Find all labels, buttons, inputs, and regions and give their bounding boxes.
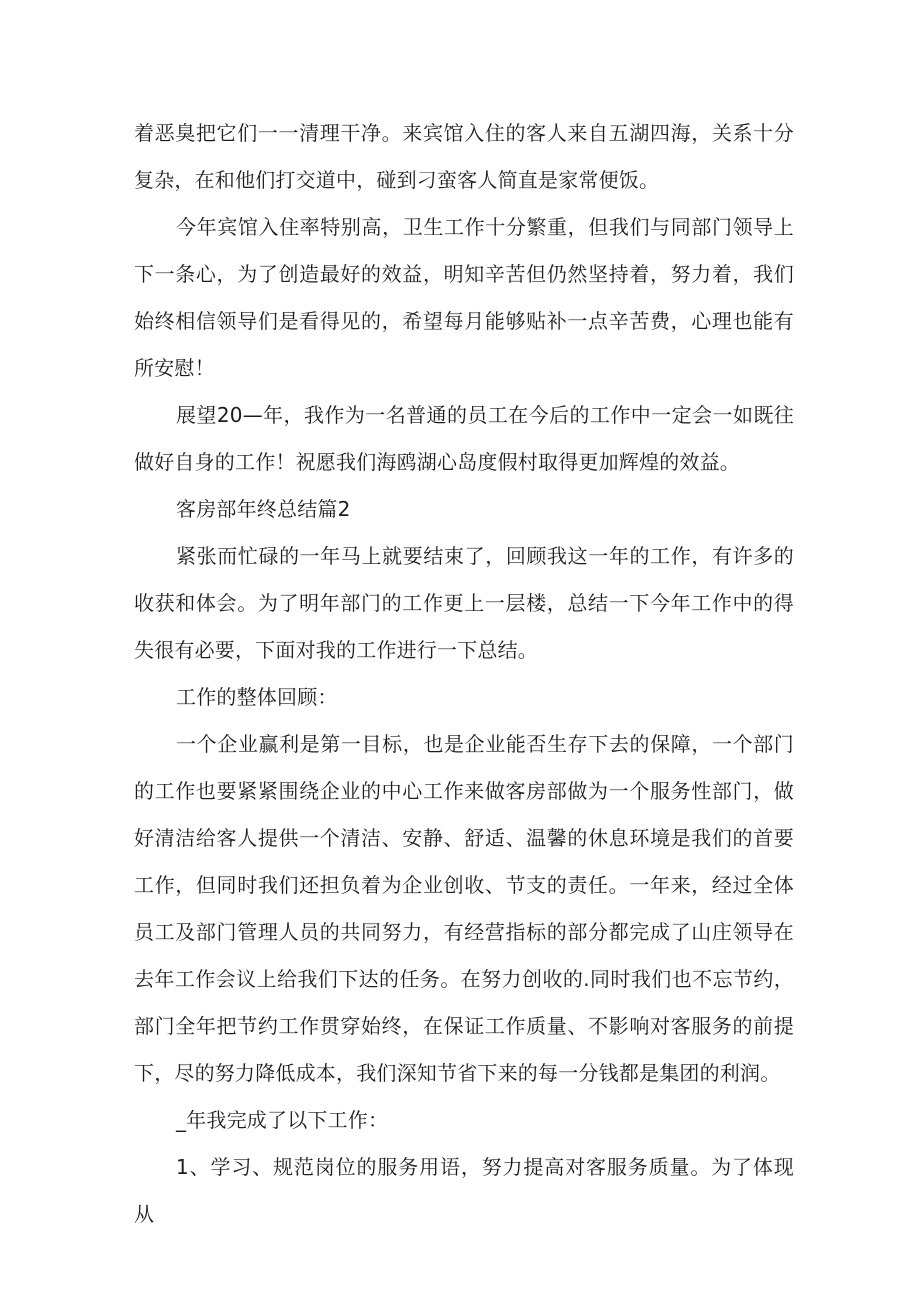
paragraph-2: 今年宾馆入住率特别高，卫生工作十分繁重，但我们与同部门领导上下一条心，为了创造最好的效益，明知辛苦但仍然坚持着，努力着，我们始终相信领导们是看得见的，希望每月能够贴补一点辛苦费，心理也能有所安慰！	[134, 215, 794, 380]
section-heading: 客房部年终总结篇2	[176, 497, 351, 521]
list-item-1: 1、学习、规范岗位的服务用语，努力提高对客服务质量。为了体现从	[134, 1155, 794, 1226]
subheading-work-completed: _年我完成了以下工作：	[176, 1108, 389, 1132]
document-body	[134, 110, 794, 1238]
subheading-overall-review: 工作的整体回顾：	[176, 685, 338, 709]
paragraph-1: 着恶臭把它们一一清理干净。来宾馆入住的客人来自五湖四海，关系十分复杂，在和他们打交道中，碰到刁蛮客人简直是家常便饭。	[134, 121, 794, 192]
paragraph-7: 一个企业赢利是第一目标，也是企业能否生存下去的保障，一个部门的工作也要紧紧围绕企业的中心工作来做客房部做为一个服务性部门，做好清洁给客人提供一个清洁、安静、舒适、温馨的休息环境是我们的首要工作，但同时我们还担负着为企业创收、节支的责任。一年来，经过全体员工及部门管理人员的共同努力，有经营指标的部分都完成了山庄领导在去年工作会议上给我们下达的任务。在努力创收的.同时我们也不忘节约，部门全年把节约工作贯穿始终，在保证工作质量、不影响对客服务的前提下，尽的努力降低成本，我们深知节省下来的每一分钱都是集团的利润。	[134, 732, 794, 1085]
paragraph-3: 展望20—年，我作为一名普通的员工在今后的工作中一定会一如既往做好自身的工作！祝愿我们海鸥湖心岛度假村取得更加辉煌的效益。	[134, 403, 794, 474]
paragraph-5: 紧张而忙碌的一年马上就要结束了，回顾我这一年的工作，有许多的收获和体会。为了明年部门的工作更上一层楼，总结一下今年工作中的得失很有必要，下面对我的工作进行一下总结。	[134, 544, 794, 662]
